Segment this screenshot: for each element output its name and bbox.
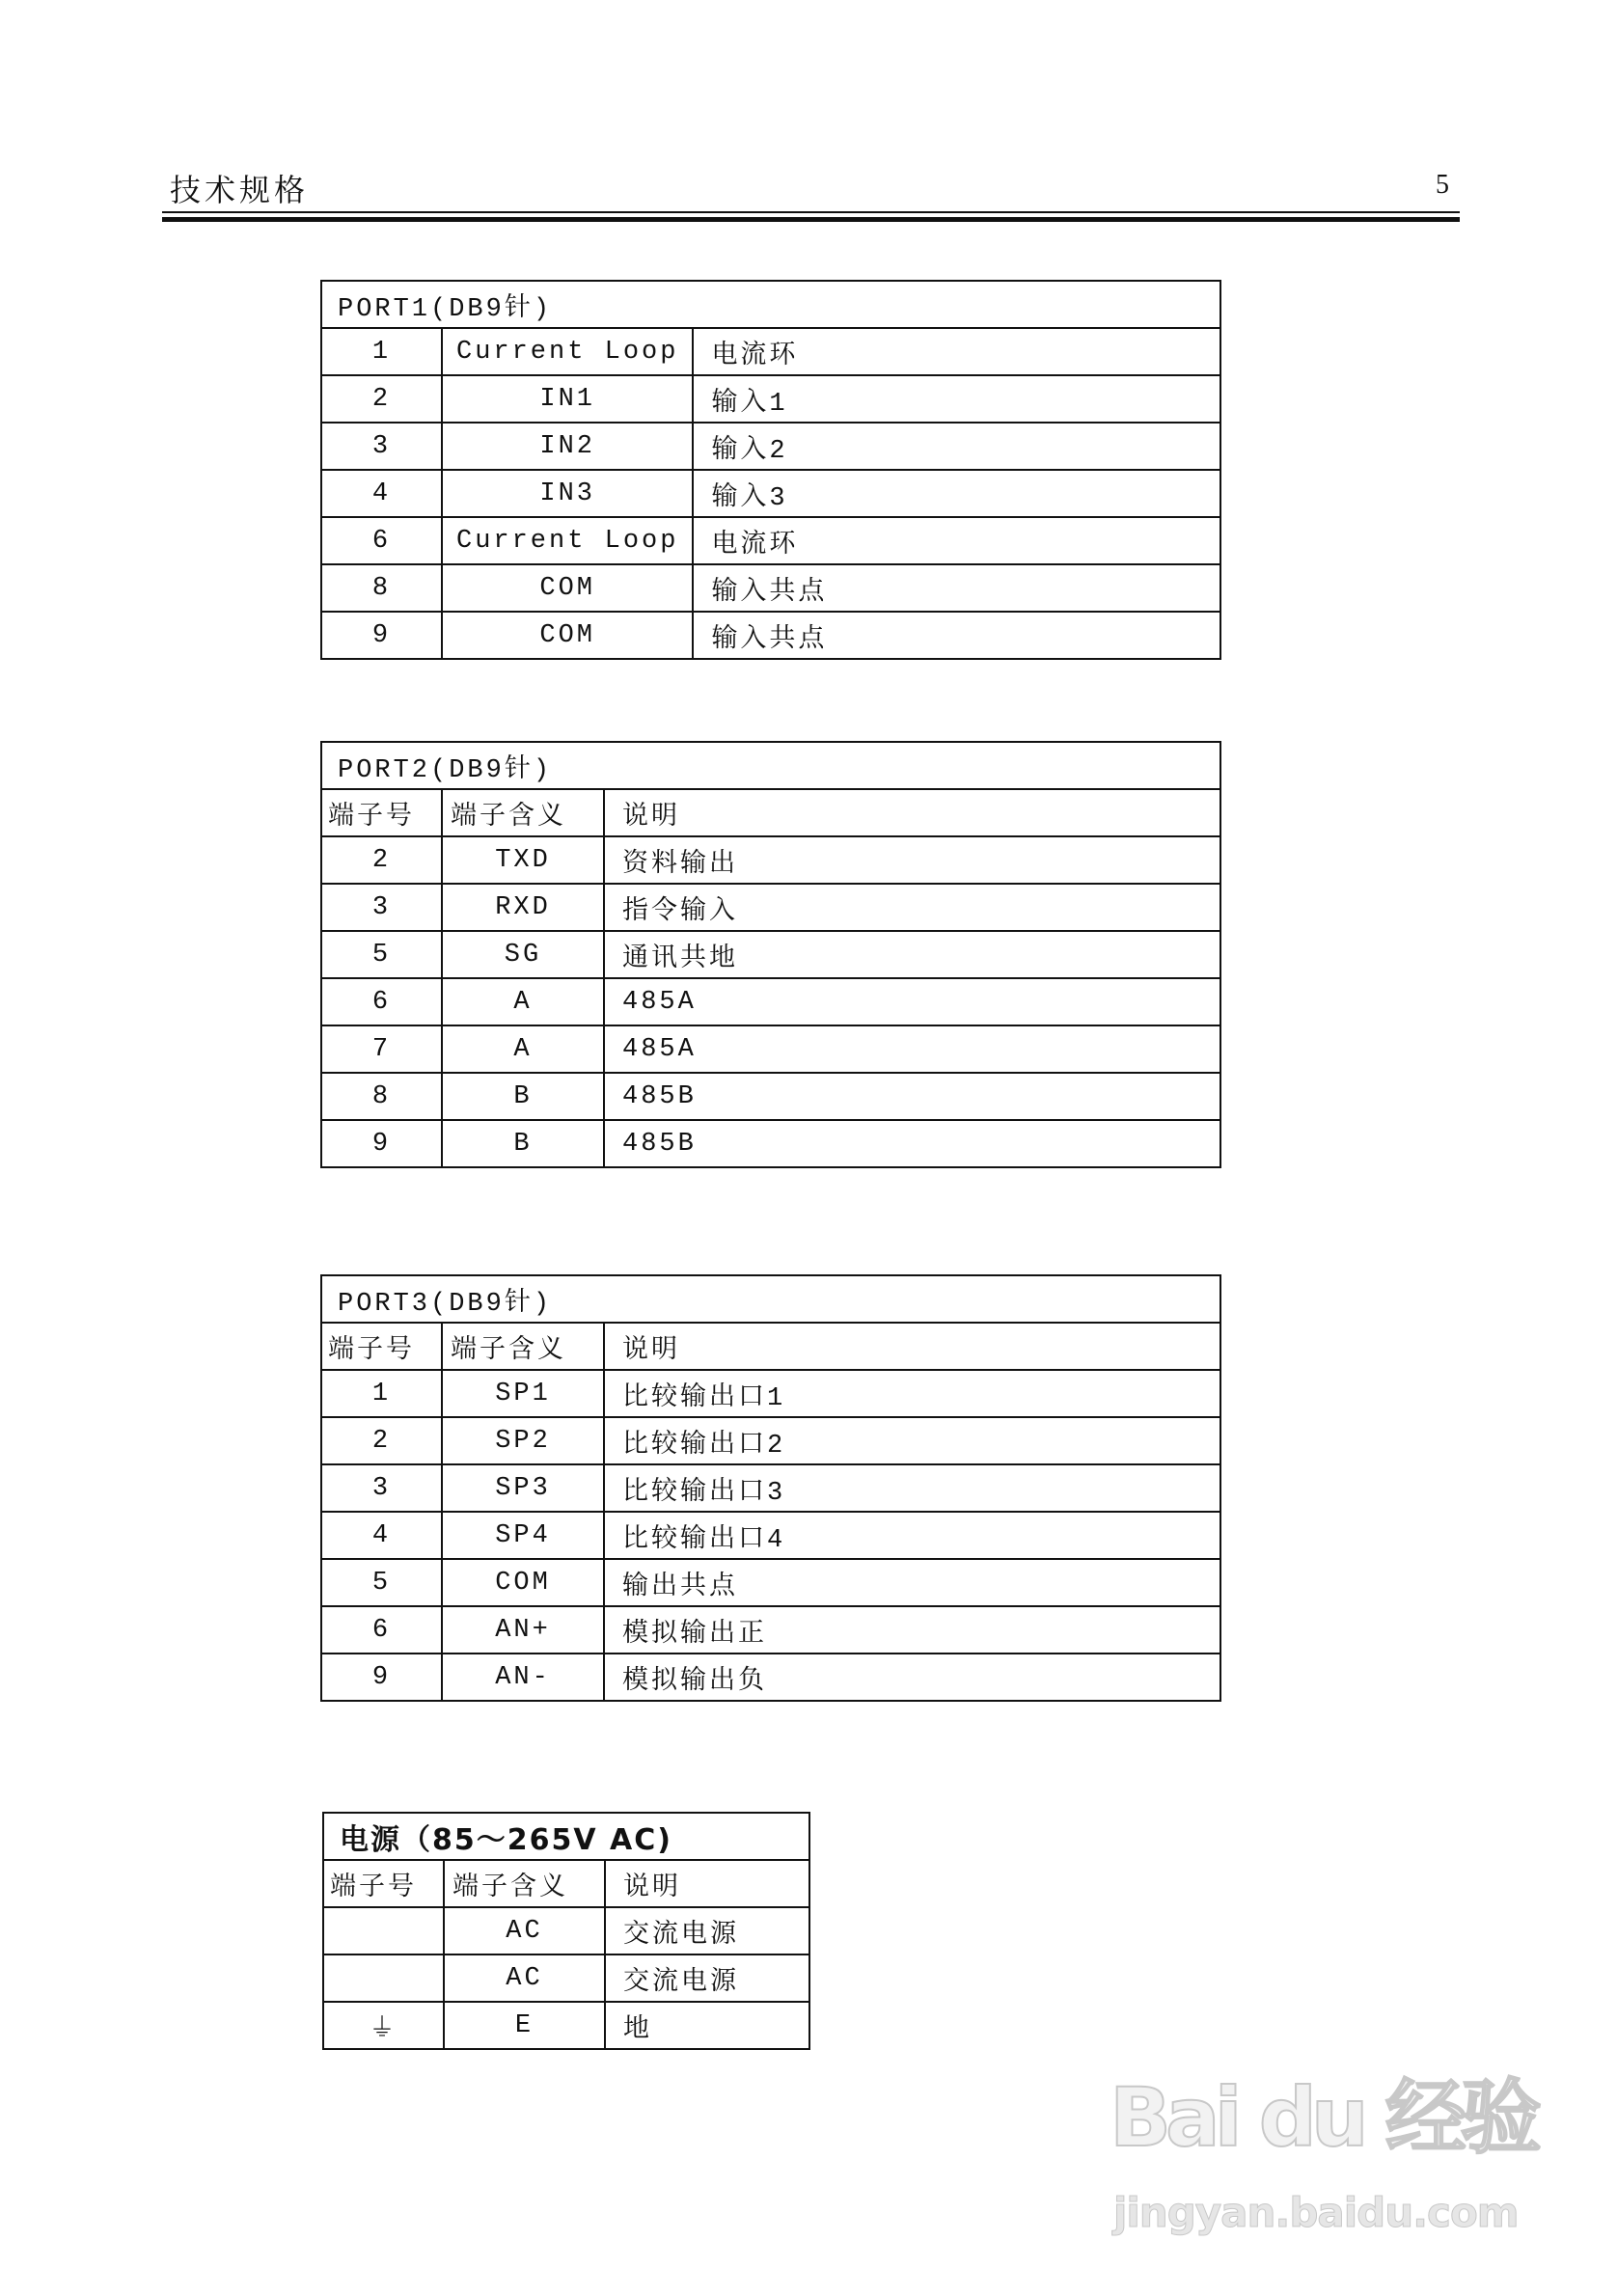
baidu-watermark [1110,2070,1573,2257]
power-table [322,1812,810,2050]
column-header: 说明 [605,1860,809,1907]
pin-description: 地 [605,2002,809,2049]
pin-number: 1 [321,328,442,375]
pin-description: 输入共点 [693,612,1220,659]
column-header: 端子号 [323,1860,444,1907]
pin-signal: IN1 [442,375,693,423]
table-row [321,328,1220,375]
watermark-logo: Bai du 经验 [1110,2070,1536,2165]
pin-number: 3 [321,884,442,931]
table-row [321,884,1220,931]
pin-number: 6 [321,517,442,564]
pin-description: 485B [604,1073,1220,1120]
pin-description: 输入共点 [693,564,1220,612]
pin-signal: SP1 [442,1370,604,1417]
pin-signal: COM [442,564,693,612]
pin-description: 485A [604,1025,1220,1073]
table-row [321,978,1220,1025]
pin-signal: RXD [442,884,604,931]
pin-number: 4 [321,470,442,517]
pin-number: 9 [321,1654,442,1701]
table-caption-row [321,742,1220,789]
table-caption-row [321,281,1220,328]
pin-number: 8 [321,564,442,612]
pin-number: 6 [321,1606,442,1654]
table-row [321,1025,1220,1073]
pin-description: 模拟输出负 [604,1654,1220,1701]
table-row [323,2002,809,2049]
pin-signal: IN2 [442,423,693,470]
pin-signal: AC [444,1954,605,2002]
pin-number: 6 [321,978,442,1025]
pin-signal: B [442,1073,604,1120]
column-header: 端子号 [321,1323,442,1370]
pin-number: 2 [321,375,442,423]
table-row [321,931,1220,978]
pin-description: 模拟输出正 [604,1606,1220,1654]
column-header: 端子含义 [442,789,604,836]
column-header: 说明 [604,789,1220,836]
column-header: 说明 [604,1323,1220,1370]
pin-signal: E [444,2002,605,2049]
pin-description: 比较输出口2 [604,1417,1220,1464]
pin-signal: Current Loop [442,517,693,564]
table-caption: 电源（85～265V AC) [323,1813,809,1860]
pin-description: 485A [604,978,1220,1025]
table-row [323,1907,809,1954]
pin-number: 9 [321,612,442,659]
pin-description: 交流电源 [605,1954,809,2002]
table-header-row [321,789,1220,836]
table-row [321,1464,1220,1512]
pin-number [323,1954,444,2002]
table-row [321,1512,1220,1559]
pin-number: 9 [321,1120,442,1167]
pin-description: 指令输入 [604,884,1220,931]
pin-signal: Current Loop [442,328,693,375]
column-header: 端子含义 [444,1860,605,1907]
pin-description: 电流环 [693,328,1220,375]
pin-signal: AC [444,1907,605,1954]
pin-number: 5 [321,1559,442,1606]
pin-description: 输入3 [693,470,1220,517]
table-header-row [321,1323,1220,1370]
pin-signal: IN3 [442,470,693,517]
table-row [321,1073,1220,1120]
pin-number: 1 [321,1370,442,1417]
pin-number [323,1907,444,1954]
pin-description: 比较输出口1 [604,1370,1220,1417]
table-row [321,836,1220,884]
table-row [323,1954,809,2002]
port3-table [320,1274,1221,1702]
pin-number: 2 [321,1417,442,1464]
header-rule-thin [162,211,1460,213]
table-header-row [323,1860,809,1907]
port1-table [320,280,1221,660]
pin-signal: SG [442,931,604,978]
pin-description: 输入2 [693,423,1220,470]
pin-signal: B [442,1120,604,1167]
table-row [321,1417,1220,1464]
pin-description: 电流环 [693,517,1220,564]
table-caption: PORT2(DB9针) [321,742,1220,789]
table-row [321,1606,1220,1654]
section-title: 技术规格 [170,172,310,208]
page-number: 5 [1436,170,1449,200]
pin-number: 3 [321,423,442,470]
pin-signal: A [442,1025,604,1073]
table-row [321,1559,1220,1606]
table-row [321,1654,1220,1701]
pin-description: 输入1 [693,375,1220,423]
pin-number: 5 [321,931,442,978]
pin-signal: COM [442,1559,604,1606]
pin-signal: SP2 [442,1417,604,1464]
table-caption-row [321,1275,1220,1323]
table-row [321,1370,1220,1417]
watermark-url: jingyan.baidu.com [1113,2189,1519,2236]
port2-table [320,741,1221,1168]
pin-number: 2 [321,836,442,884]
pin-signal: AN+ [442,1606,604,1654]
pin-description: 485B [604,1120,1220,1167]
pin-signal: A [442,978,604,1025]
pin-signal: COM [442,612,693,659]
header-rule-thick [162,217,1460,222]
pin-description: 通讯共地 [604,931,1220,978]
column-header: 端子号 [321,789,442,836]
pin-number: ⏚ [323,2002,444,2049]
table-row [321,612,1220,659]
table-row [321,1120,1220,1167]
pin-description: 比较输出口4 [604,1512,1220,1559]
pin-description: 资料输出 [604,836,1220,884]
table-caption-row [323,1813,809,1860]
pin-signal: SP3 [442,1464,604,1512]
table-row [321,564,1220,612]
pin-description: 比较输出口3 [604,1464,1220,1512]
pin-number: 8 [321,1073,442,1120]
pin-number: 7 [321,1025,442,1073]
pin-number: 3 [321,1464,442,1512]
table-row [321,423,1220,470]
pin-number: 4 [321,1512,442,1559]
column-header: 端子含义 [442,1323,604,1370]
table-row [321,517,1220,564]
table-row [321,375,1220,423]
pin-description: 输出共点 [604,1559,1220,1606]
pin-signal: SP4 [442,1512,604,1559]
table-caption: PORT1(DB9针) [321,281,1220,328]
pin-signal: TXD [442,836,604,884]
pin-description: 交流电源 [605,1907,809,1954]
table-caption: PORT3(DB9针) [321,1275,1220,1323]
table-row [321,470,1220,517]
pin-signal: AN- [442,1654,604,1701]
